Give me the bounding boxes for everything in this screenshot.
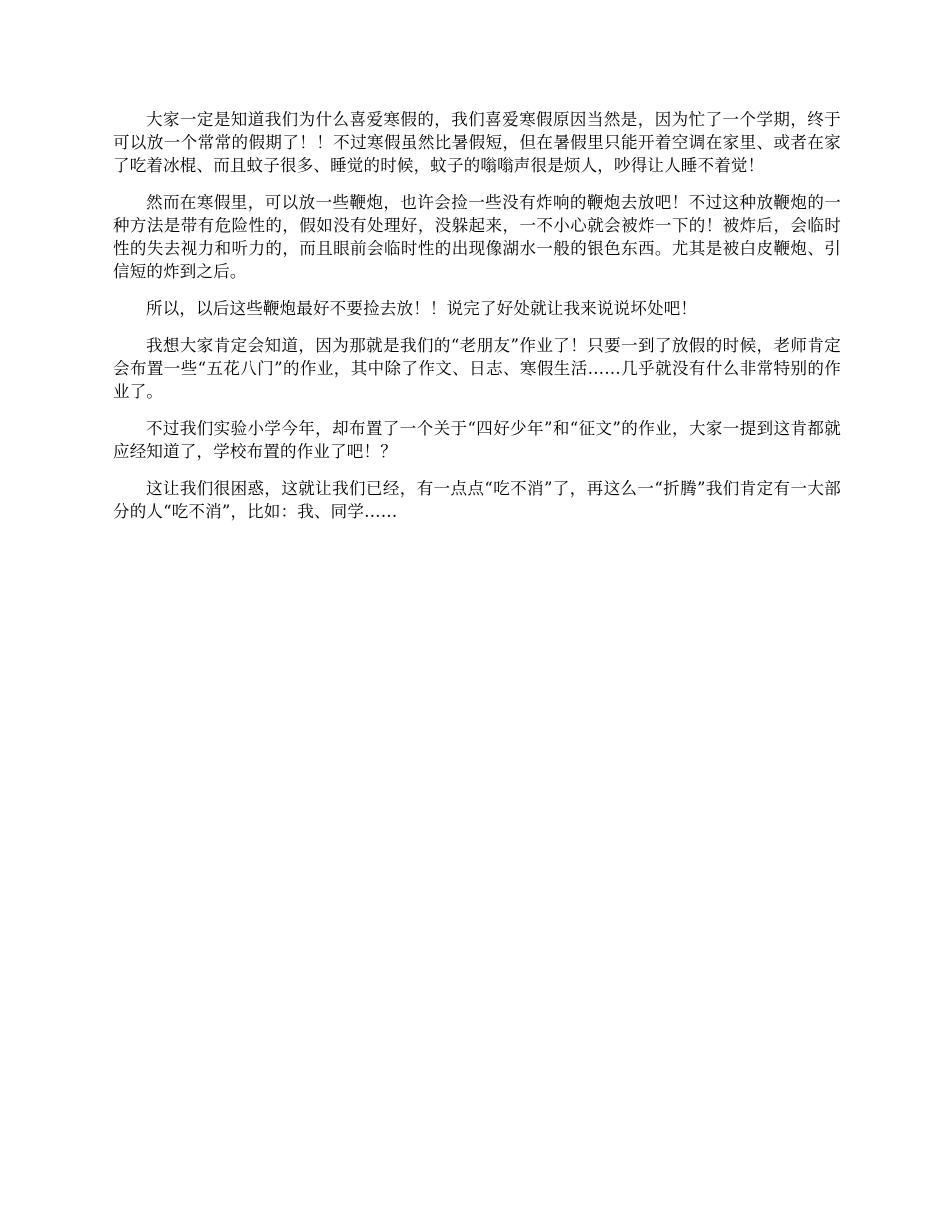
document-body: [113, 108, 841, 537]
paragraph-4: 我想大家肯定会知道，因为那就是我们的“老朋友”作业了！只要一到了放假的时候，老师肯定会布置一些“五花八门”的作业，其中除了作文、日志、寒假生活……几乎就没有什么非常特别的作业了。: [113, 336, 841, 401]
paragraph-2: 然而在寒假里，可以放一些鞭炮，也许会捡一些没有炸响的鞭炮去放吧！不过这种放鞭炮的一种方法是带有危险性的，假如没有处理好，没躲起来，一不小心就会被炸一下的！被炸后，会临时性的失去视力和听力的，而且眼前会临时性的出现像湖水一般的银色东西。尤其是被白皮鞭炮、引信短的炸到之后。: [113, 193, 841, 281]
paragraph-5: 不过我们实验小学今年，却布置了一个关于“四好少年”和“征文”的作业，大家一提到这肯都就应经知道了，学校布置的作业了吧！？: [113, 419, 841, 461]
paragraph-6: 这让我们很困惑，这就让我们已经，有一点点“吃不消”了，再这么一“折腾”我们肯定有一大部分的人“吃不消”，比如：我、同学……: [113, 479, 841, 521]
paragraph-3: 所以，以后这些鞭炮最好不要捡去放！！说完了好处就让我来说说坏处吧！: [146, 299, 698, 318]
paragraph-1: 大家一定是知道我们为什么喜爱寒假的，我们喜爱寒假原因当然是，因为忙了一个学期，终于可以放一个常常的假期了！！不过寒假虽然比暑假短，但在暑假里只能开着空调在家里、或者在家了吃着冰棍、而且蚊子很多、睡觉的时候，蚊子的嗡嗡声很是烦人，吵得让人睡不着觉！: [113, 110, 841, 175]
